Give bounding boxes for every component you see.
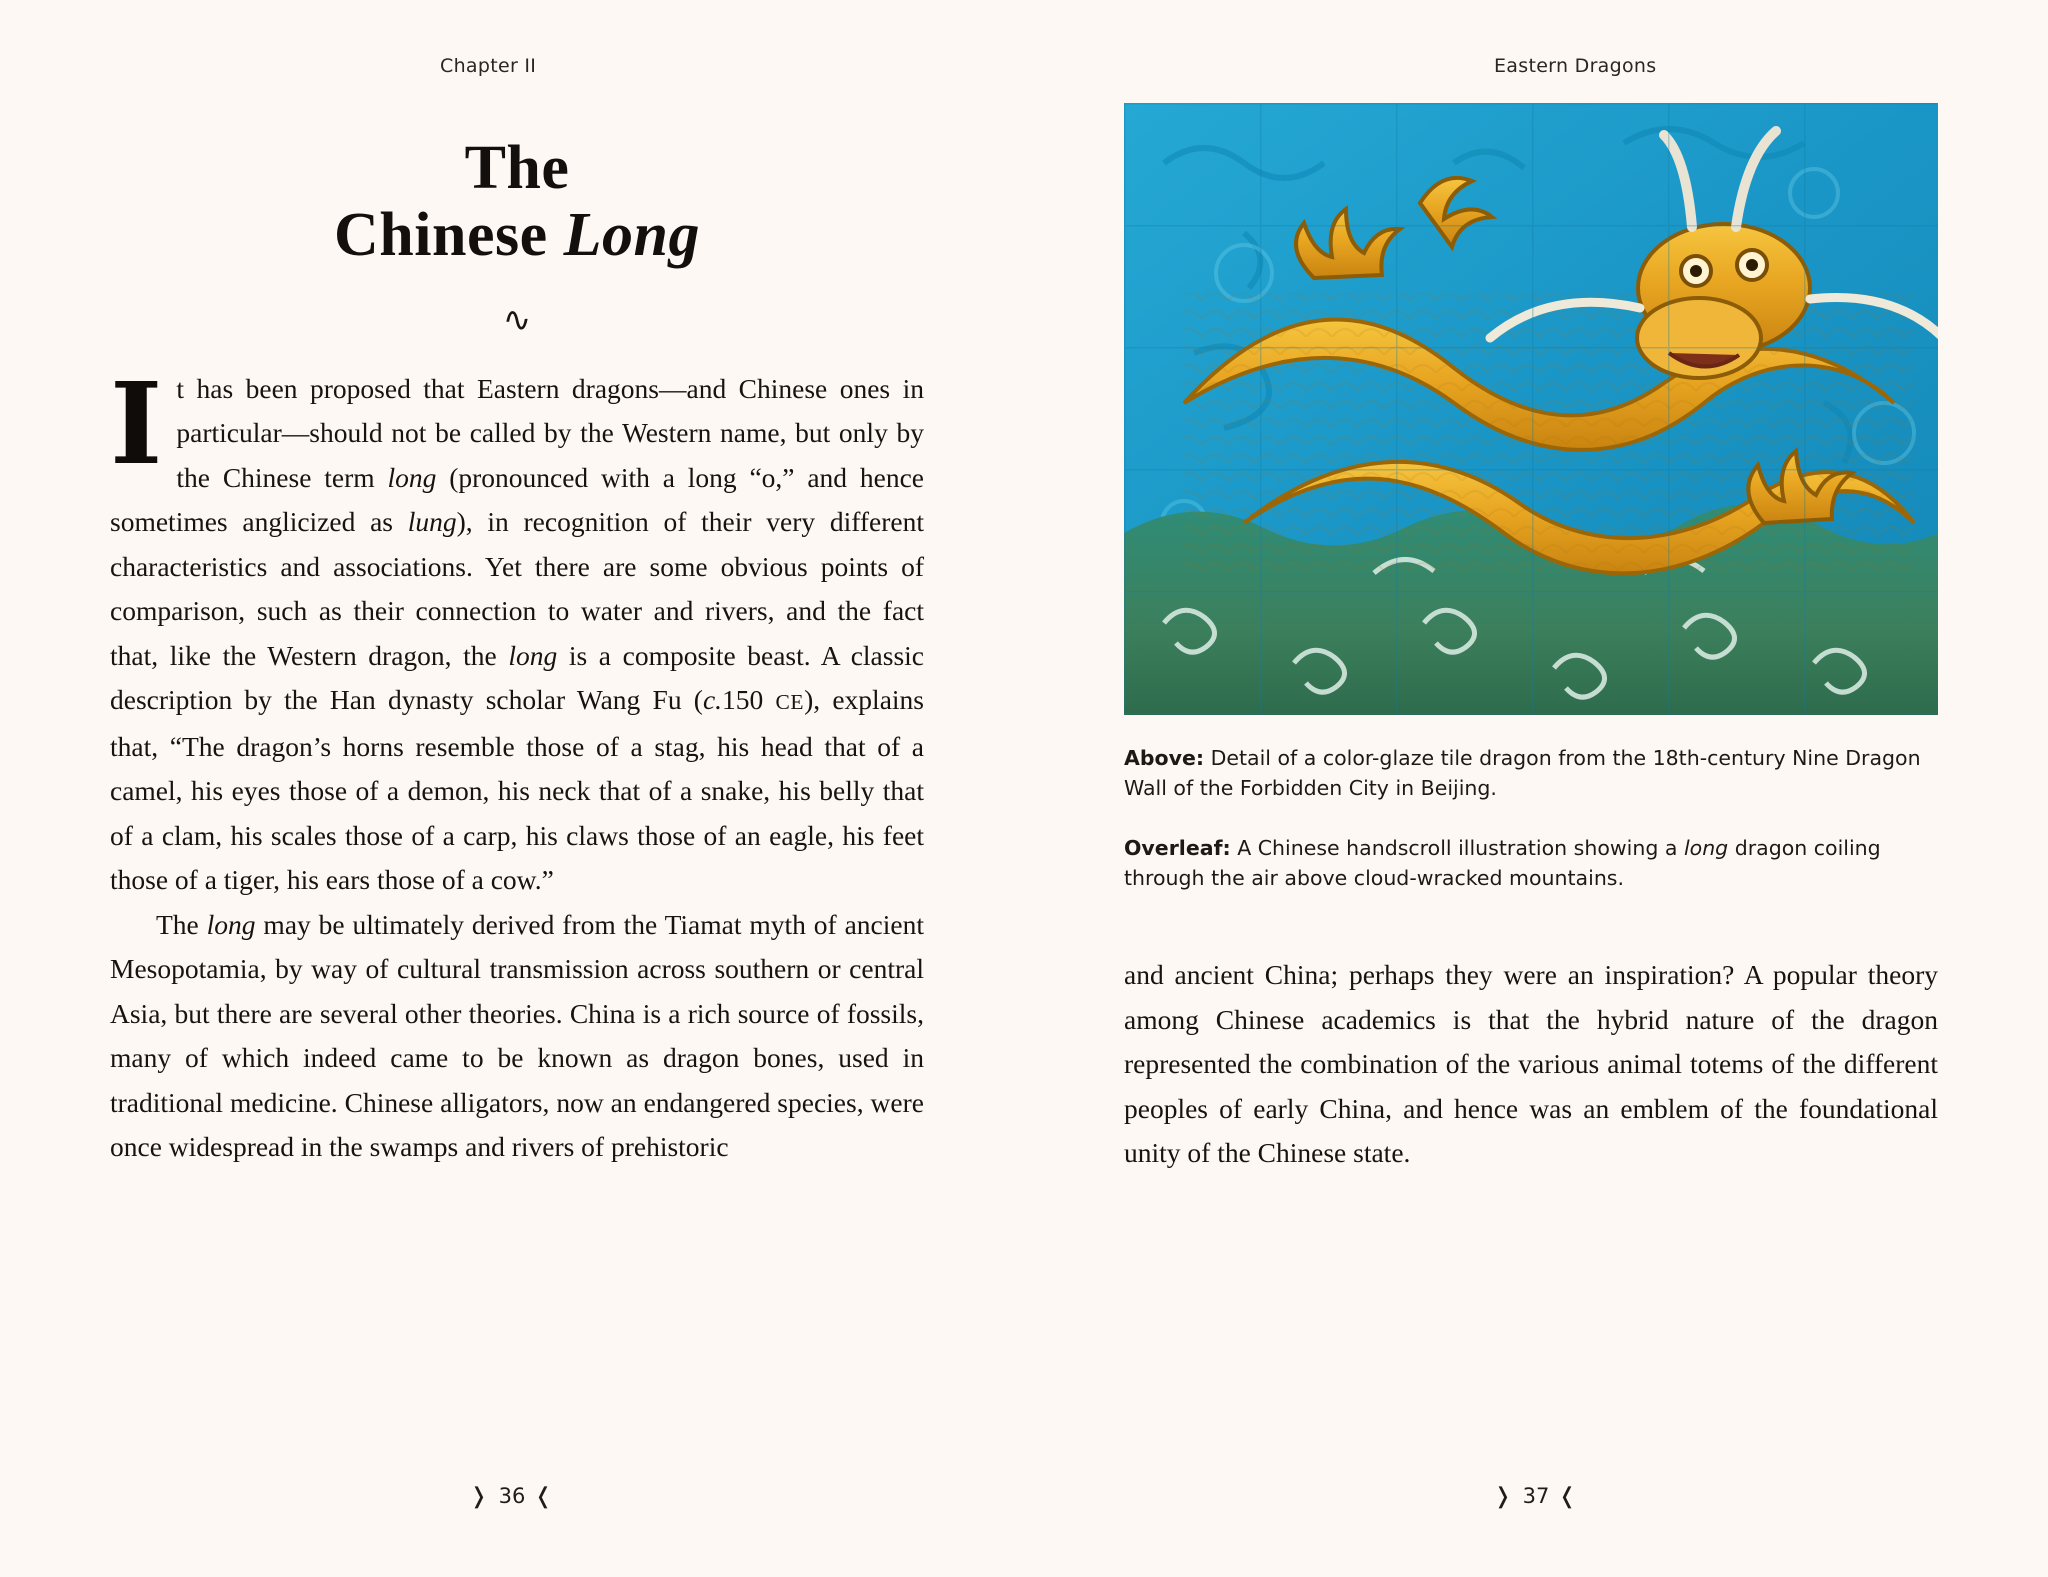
running-head-right: Eastern Dragons xyxy=(1494,55,1657,77)
caption-above-text: Detail of a color-glaze tile dragon from the 18th-century Nine Dragon Wall of the Forbidden City in Beijing. xyxy=(1124,746,1921,800)
page-number-left: 36 xyxy=(498,1484,526,1508)
paragraph-1 xyxy=(110,358,925,903)
dragon-tile-photo xyxy=(1124,103,1938,715)
folio-ornament-left-icon: ❭ xyxy=(469,1484,490,1509)
caption-above xyxy=(1124,743,1924,803)
caption-overleaf-italic: long xyxy=(1683,836,1729,860)
caption-above-lead: Above: xyxy=(1124,746,1205,770)
caption-overleaf-text-after: dragon coiling through the air above cloud-wracked mountains. xyxy=(1124,836,1881,890)
folio-ornament-right-icon: ❬ xyxy=(534,1484,555,1509)
right-page xyxy=(1024,0,2048,1577)
right-body-text xyxy=(1124,953,1938,1176)
figure-dragon-tile xyxy=(1124,103,1938,715)
paragraph-1-text: t has been proposed that Eastern dragons—and Chinese ones in particular—should not be called by the Western name, but only by the Chinese term long (pronounced with a long “o,” and hence sometimes anglicized as lung), in recognition of their very different characteristics and associations. Yet there are some obvious points of comparison, such as their connection to water and rivers, and the fact that, like the Western dragon, the long is a composite beast. A classic description by the Han dynasty scholar Wang Fu (c.150 CE), explains that, “The dragon’s horns resemble those of a stag, his head that of a camel, his eyes those of a demon, his neck that of a snake, his belly that of a clam, his scales those of a carp, his claws those of an eagle, his feet those of a tiger, his ears those of a cow.” xyxy=(110,372,925,896)
chapter-title xyxy=(110,135,924,269)
page-number-right: 37 xyxy=(1522,1484,1550,1508)
left-body-text xyxy=(110,358,925,1170)
paragraph-continued: and ancient China; perhaps they were an inspiration? A popular theory among Chinese academics is that the hybrid nature of the dragon represented the combination of the various animal totems of the different peoples of early China, and hence was an emblem of the foundational unity of the Chinese state. xyxy=(1124,959,1938,1168)
caption-overleaf xyxy=(1124,833,1924,893)
caption-overleaf-lead: Overleaf: xyxy=(1124,836,1231,860)
section-ornament-icon: ∿ xyxy=(502,299,532,340)
chapter-title-line-2-italic: Long xyxy=(563,200,700,269)
chapter-title-line-2 xyxy=(110,202,924,269)
paragraph-2: The long may be ultimately derived from the Tiamat myth of ancient Mesopotamia, by way of cultural transmission across southern or central Asia, but there are several other theories. China is a rich source of fossils, many of which indeed came to be known as dragon bones, used in traditional medicine. Chinese alligators, now an endangered species, were once widespread in the swamps and rivers of prehistoric xyxy=(110,908,924,1163)
folio-left xyxy=(0,1484,1024,1509)
folio-right xyxy=(1024,1484,2048,1509)
folio-ornament-right-icon: ❬ xyxy=(1558,1484,1579,1509)
dragon-tile-illustration xyxy=(1124,103,1938,715)
folio-ornament-left-icon: ❭ xyxy=(1493,1484,1514,1509)
chapter-title-line-1: The xyxy=(464,134,570,202)
running-head-left: Chapter II xyxy=(440,55,537,77)
caption-overleaf-text-before: A Chinese handscroll illustration showing a xyxy=(1230,836,1684,860)
chapter-title-line-2-regular: Chinese xyxy=(334,200,564,269)
drop-cap: I xyxy=(110,358,163,490)
